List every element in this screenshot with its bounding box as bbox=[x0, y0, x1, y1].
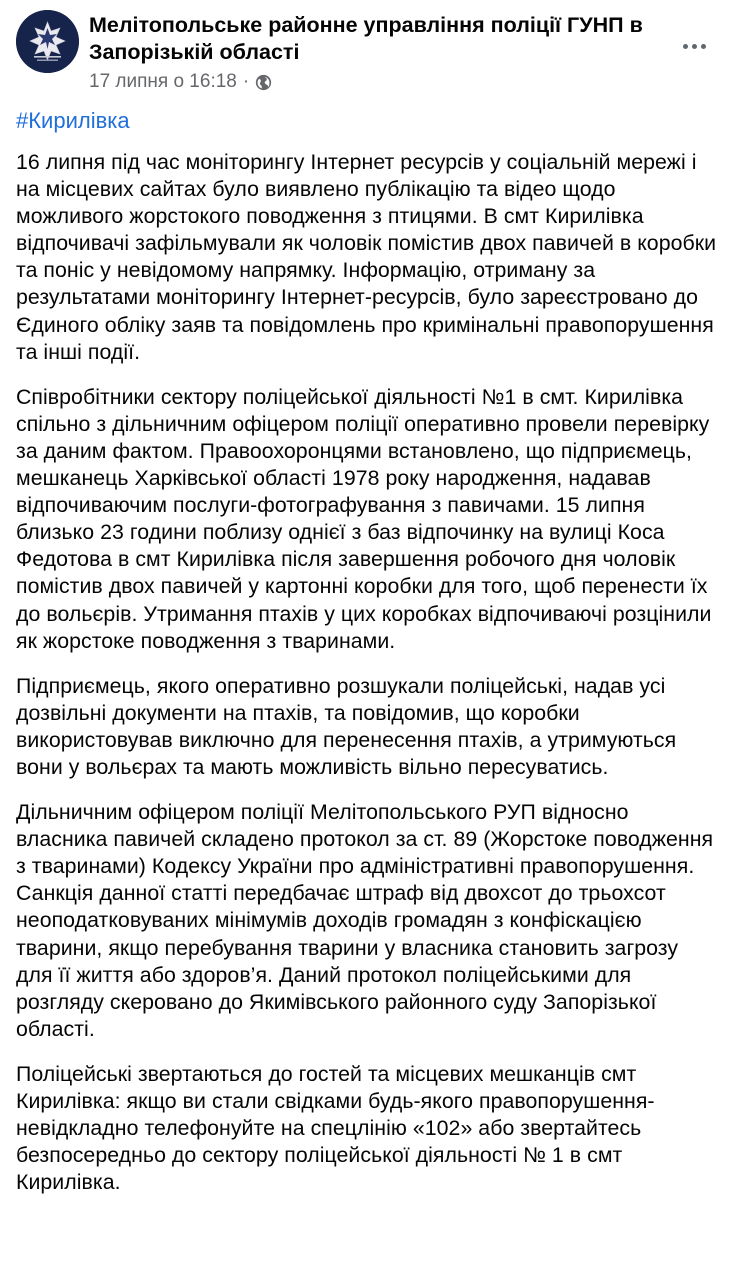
police-badge-logo bbox=[16, 10, 79, 73]
page-name-link[interactable]: Мелітопольське районне управління поліції ГУНП в Запорізькій області bbox=[89, 13, 643, 64]
post-paragraph-4: Дільничним офіцером поліції Мелітопольського РУП відносно власника павичей складено протокол за ст. 89 (Жорстоке поводження з тваринами) Кодексу України про адміністративні правопорушення. Санкція данної статті передбачає штраф від двохсот до трьохсот неоподатковуваних мінімумів доходів громадян з конфіскацією тварини, якщо перебування тварини у власника становить загрозу для її життя або здоров’я. Даний протокол поліцейськими для розгляду скеровано до Якимівського районного суду Запорізької області. bbox=[16, 800, 714, 1041]
more-horizontal-icon bbox=[683, 44, 688, 49]
post-paragraph-1: 16 липня під час моніторингу Інтернет ресурсів у соціальній мережі і на місцевих сайтах було виявлено публікацію та відео щодо можливого жорстокого поводження з птицями. В смт Кирилівка відпочивачі зафільмували як чоловік помістив двох павичей в коробки та поніс у невідомому напрямку. Інформацію, отриману за результатами моніторингу Інтернет-ресурсів, було зареєстровано до Єдиного обліку заяв та повідомлень про кримінальні правопорушення та інші події. bbox=[16, 150, 717, 364]
post-paragraph-5: Поліцейські звертаються до гостей та місцевих мешканців смт Кирилівка: якщо ви стали свідками будь-якого правопорушення- невідкладно телефонуйте на спецлінію «102» або звертайтесь безпосередньо до сектору поліцейської діяльності № 1 в смт Кирилівка. bbox=[16, 1061, 655, 1195]
meta-separator: · bbox=[242, 71, 250, 92]
page-avatar[interactable] bbox=[16, 10, 79, 73]
hashtag-link[interactable]: #Кирилівка bbox=[16, 108, 130, 133]
post-date-link[interactable]: 17 липня о 16:18 bbox=[89, 71, 237, 92]
post-meta bbox=[89, 70, 272, 94]
post-paragraph-3: Підприємець, якого оперативно розшукали поліцейські, надав усі дозвільні документи на птахів, та повідомив, що коробки використовував виключно для перенесення птахів, а утримуються вони у вольєрах та мають можливість вільно пересуватись. bbox=[16, 673, 677, 779]
globe-icon[interactable] bbox=[255, 74, 272, 91]
post-header bbox=[16, 10, 716, 100]
more-options-button[interactable] bbox=[676, 28, 712, 64]
post-paragraph-2: Співробітники сектору поліцейської діяльності №1 в смт. Кирилівка спільно з дільничним офіцером поліції оперативно провели перевірку за даним фактом. Правоохоронцями встановлено, що підприємець, мешканець Харківської області 1978 року народження, надавав відпочиваючим послуги-фотографування з павичами. 15 липня близько 23 години поблизу однієї з баз відпочинку на вулиці Коса Федотова в смт Кирилівка після завершення робочого дня чоловік помістив двох павичей у картонні коробки для того, щоб перенести їх до вольєрів. Утримання птахів у цих коробках відпочиваючі розцінили як жорстоке поводження з тваринами. bbox=[16, 384, 712, 653]
post-content bbox=[16, 106, 720, 1214]
